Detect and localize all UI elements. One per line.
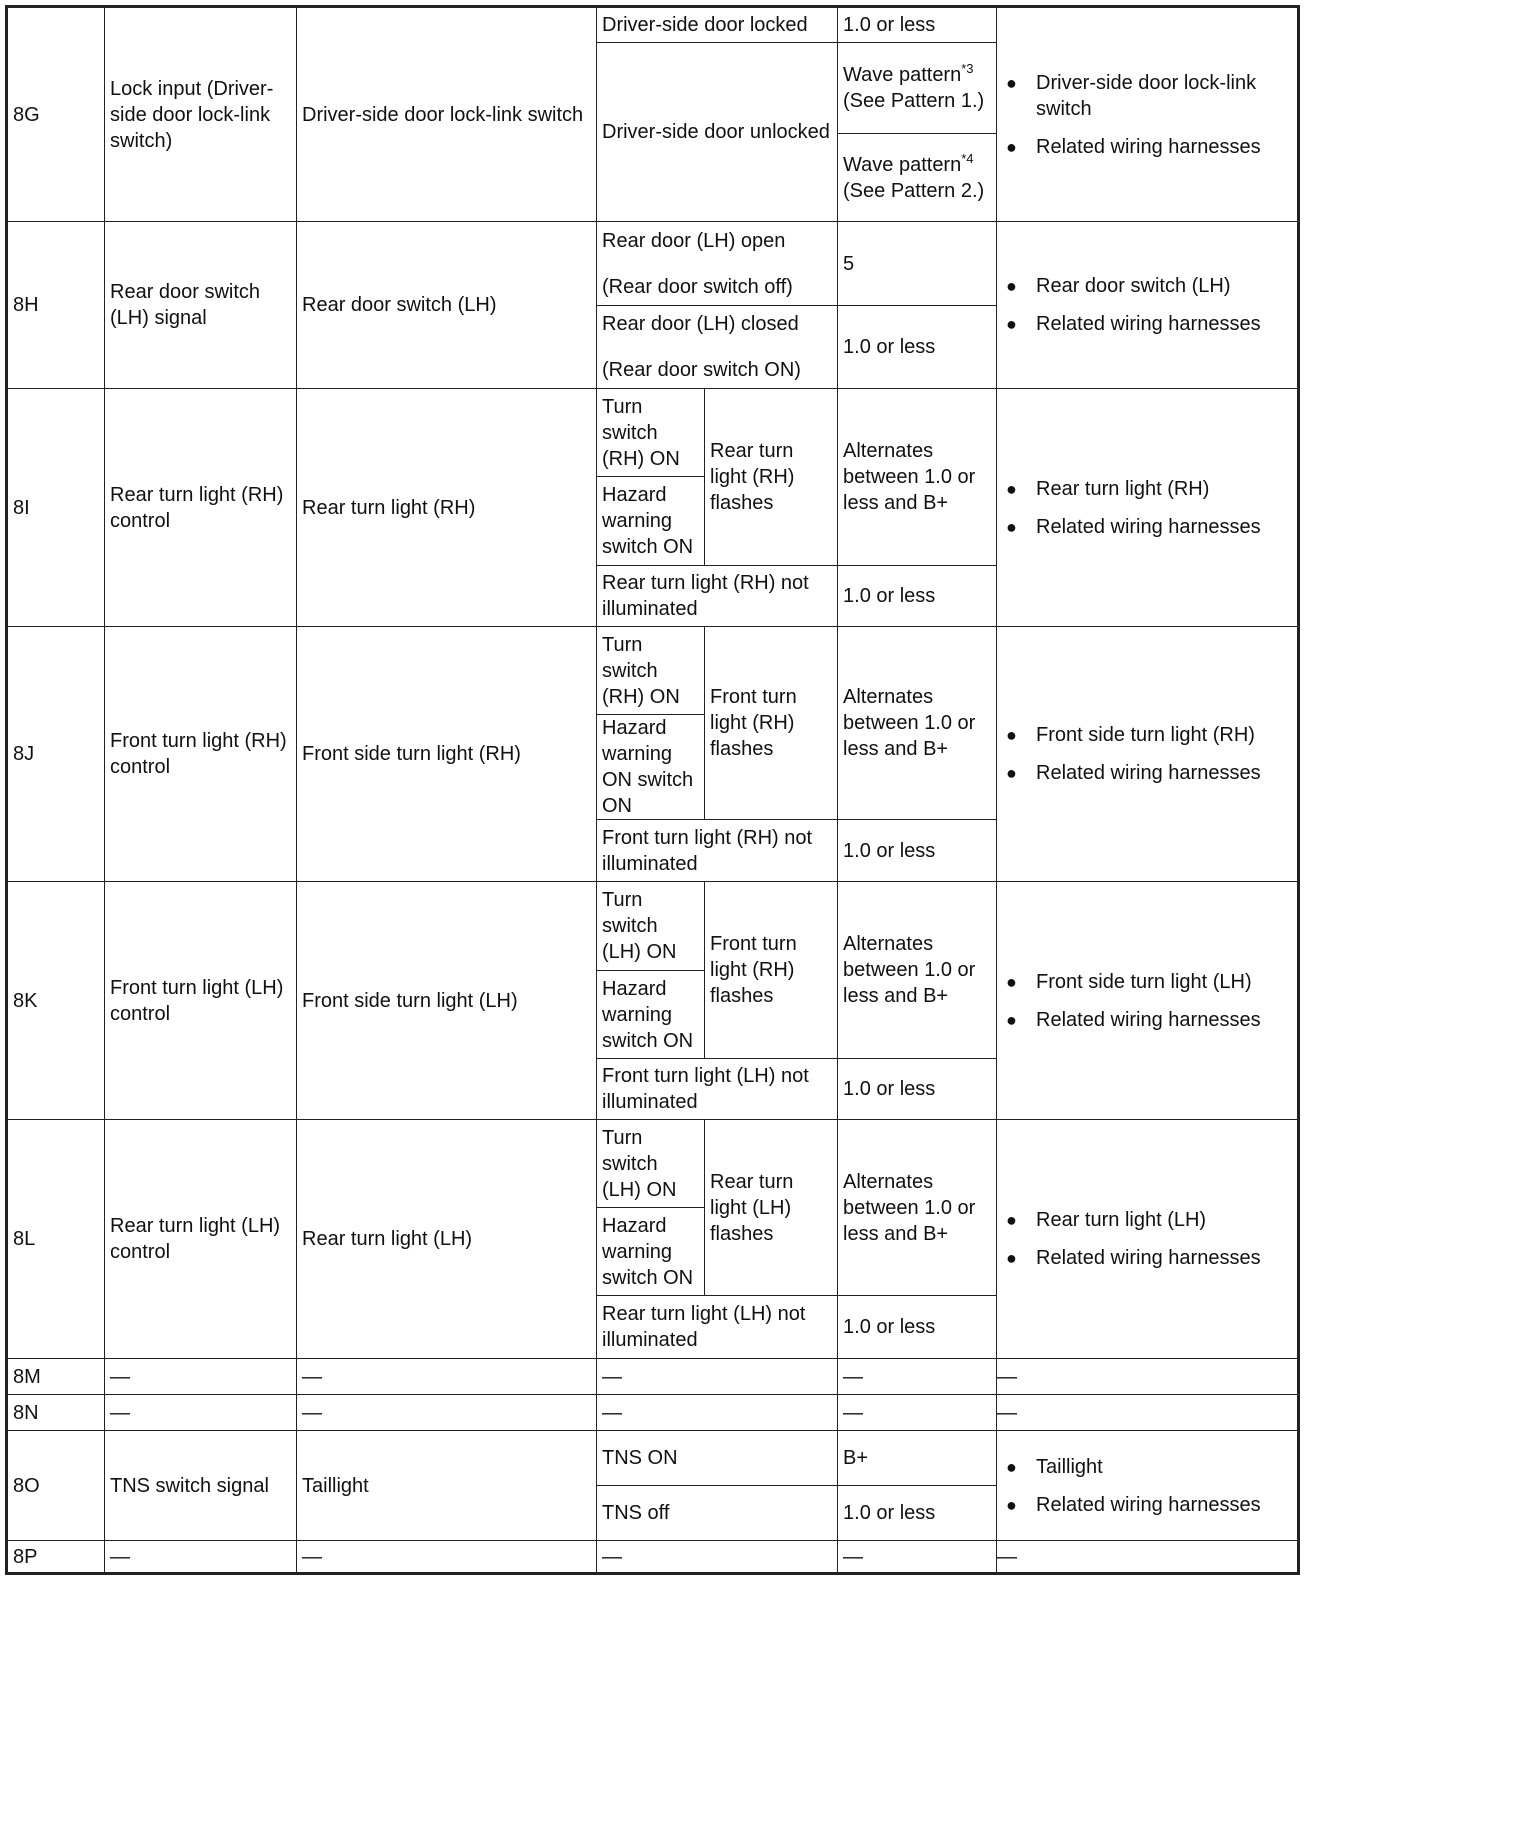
- condition-cell: Driver-side door unlocked: [597, 43, 838, 222]
- dash-cell: —: [105, 1541, 297, 1574]
- table-row-8j: [7, 627, 1299, 715]
- voltage-cell: [838, 43, 997, 134]
- condition-cell: Front turn light (LH) not illuminated: [597, 1059, 838, 1120]
- wave-label: Wave pattern: [843, 153, 962, 176]
- voltage-cell: 1.0 or less: [838, 1059, 997, 1120]
- signal-cell: Rear turn light (LH) control: [105, 1120, 297, 1359]
- light-state-cell: Front turn light (RH) flashes: [705, 882, 838, 1059]
- connected-to-cell: Rear turn light (LH): [297, 1120, 597, 1359]
- connected-to-cell: Driver-side door lock-link switch: [297, 7, 597, 222]
- condition-cell: Rear turn light (RH) not illuminated: [597, 566, 838, 627]
- light-state-cell: Front turn light (RH) flashes: [705, 627, 838, 820]
- cause-item: ● Rear door switch (LH): [1036, 273, 1292, 299]
- voltage-cell: 5: [838, 222, 997, 306]
- voltage-cell: 1.0 or less: [838, 820, 997, 882]
- cause-item: ● Related wiring harnesses: [1036, 311, 1292, 337]
- condition-cell: Driver-side door locked: [597, 7, 838, 43]
- table-row-8m: [7, 1359, 1299, 1395]
- table-row-8l: [7, 1120, 1299, 1208]
- cause-list: [1002, 476, 1292, 540]
- voltage-cell: 1.0 or less: [838, 566, 997, 627]
- dash-cell: —: [597, 1541, 838, 1574]
- condition-cell: TNS ON: [597, 1431, 838, 1486]
- terminal-cell: 8I: [7, 389, 105, 627]
- possible-cause-cell: [997, 882, 1299, 1120]
- switch-condition-cell: Hazard warning ON switch ON: [597, 715, 705, 820]
- cause-item: ● Related wiring harnesses: [1036, 760, 1292, 786]
- table-row-8n: [7, 1395, 1299, 1431]
- switch-condition-cell: Hazard warning switch ON: [597, 971, 705, 1059]
- pattern-reference: (See Pattern 1.): [843, 90, 985, 112]
- voltage-cell: 1.0 or less: [838, 1296, 997, 1359]
- connected-to-cell: Front side turn light (RH): [297, 627, 597, 882]
- possible-cause-cell: [997, 222, 1299, 389]
- table-row-8g: [7, 7, 1299, 43]
- cause-item: ● Rear turn light (LH): [1036, 1207, 1292, 1233]
- condition-cell: Rear turn light (LH) not illuminated: [597, 1296, 838, 1359]
- dash-cell: —: [838, 1359, 997, 1395]
- cause-item: ● Rear turn light (RH): [1036, 476, 1292, 502]
- dash-cell: —: [838, 1395, 997, 1431]
- table-row-8o: [7, 1431, 1299, 1486]
- condition-line: Rear door (LH) closed: [602, 313, 799, 335]
- cause-item: ● Related wiring harnesses: [1036, 1492, 1292, 1518]
- cause-item: ● Related wiring harnesses: [1036, 1245, 1292, 1271]
- table-row-8p: [7, 1541, 1299, 1574]
- voltage-cell: 1.0 or less: [838, 306, 997, 389]
- condition-line: Rear door (LH) open: [602, 229, 786, 252]
- dash-cell: —: [997, 1359, 1299, 1395]
- possible-cause-cell: [997, 1431, 1299, 1541]
- cause-item: ● Related wiring harnesses: [1036, 134, 1292, 160]
- terminal-cell: 8K: [7, 882, 105, 1120]
- dash-cell: —: [597, 1359, 838, 1395]
- dash-cell: —: [105, 1395, 297, 1431]
- cause-list: [1002, 969, 1292, 1033]
- condition-cell: [597, 222, 838, 306]
- dash-cell: —: [105, 1359, 297, 1395]
- cause-list: [1002, 273, 1292, 337]
- terminal-cell: 8P: [7, 1541, 105, 1574]
- terminal-cell: 8L: [7, 1120, 105, 1359]
- signal-cell: Front turn light (RH) control: [105, 627, 297, 882]
- switch-condition-cell: Hazard warning switch ON: [597, 477, 705, 566]
- dash-cell: —: [597, 1395, 838, 1431]
- connected-to-cell: Rear turn light (RH): [297, 389, 597, 627]
- voltage-cell: [838, 134, 997, 222]
- voltage-cell: Alternates between 1.0 or less and B+: [838, 389, 997, 566]
- switch-condition-cell: Turn switch (LH) ON: [597, 1120, 705, 1208]
- terminal-cell: 8N: [7, 1395, 105, 1431]
- cause-item: ● Front side turn light (RH): [1036, 722, 1292, 748]
- terminal-cell: 8M: [7, 1359, 105, 1395]
- dash-cell: —: [297, 1541, 597, 1574]
- cause-item: ● Related wiring harnesses: [1036, 1007, 1292, 1033]
- connected-to-cell: Taillight: [297, 1431, 597, 1541]
- connected-to-cell: Rear door switch (LH): [297, 222, 597, 389]
- wave-label: Wave pattern: [843, 64, 962, 86]
- light-state-cell: Rear turn light (LH) flashes: [705, 1120, 838, 1296]
- cause-item: ● Related wiring harnesses: [1036, 514, 1292, 540]
- signal-cell: Lock input (Driver-side door lock-link switch): [105, 7, 297, 222]
- terminal-cell: 8O: [7, 1431, 105, 1541]
- terminal-cell: 8J: [7, 627, 105, 882]
- switch-condition-cell: Turn switch (RH) ON: [597, 389, 705, 477]
- signal-cell: Front turn light (LH) control: [105, 882, 297, 1120]
- table-row-8h: [7, 222, 1299, 306]
- condition-cell: TNS off: [597, 1486, 838, 1541]
- voltage-cell: 1.0 or less: [838, 1486, 997, 1541]
- signal-cell: Rear door switch (LH) signal: [105, 222, 297, 389]
- terminal-cell: 8G: [7, 7, 105, 222]
- footnote-mark: *3: [961, 61, 974, 76]
- cause-item: ● Front side turn light (LH): [1036, 969, 1292, 995]
- light-state-cell: Rear turn light (RH) flashes: [705, 389, 838, 566]
- cause-list: [1002, 722, 1292, 786]
- possible-cause-cell: [997, 1120, 1299, 1359]
- cause-item: ● Driver-side door lock-link switch: [1036, 70, 1292, 122]
- signal-cell: TNS switch signal: [105, 1431, 297, 1541]
- signal-cell: Rear turn light (RH) control: [105, 389, 297, 627]
- connected-to-cell: Front side turn light (LH): [297, 882, 597, 1120]
- condition-line: (Rear door switch off): [602, 275, 793, 298]
- dash-cell: —: [997, 1541, 1299, 1574]
- voltage-cell: Alternates between 1.0 or less and B+: [838, 1120, 997, 1296]
- dash-cell: —: [297, 1359, 597, 1395]
- switch-condition-cell: Turn switch (RH) ON: [597, 627, 705, 715]
- condition-cell: [597, 306, 838, 389]
- condition-cell: Front turn light (RH) not illuminated: [597, 820, 838, 882]
- voltage-cell: Alternates between 1.0 or less and B+: [838, 882, 997, 1059]
- condition-line: (Rear door switch ON): [602, 359, 801, 381]
- cause-list: [1002, 70, 1292, 160]
- table-row-8i: [7, 389, 1299, 477]
- pattern-reference: (See Pattern 2.): [843, 179, 985, 202]
- cause-list: [1002, 1454, 1292, 1518]
- cause-list: [1002, 1207, 1292, 1271]
- possible-cause-cell: [997, 389, 1299, 627]
- terminal-cell: 8H: [7, 222, 105, 389]
- voltage-cell: B+: [838, 1431, 997, 1486]
- dash-cell: —: [997, 1395, 1299, 1431]
- voltage-cell: 1.0 or less: [838, 7, 997, 43]
- table-row-8k: [7, 882, 1299, 971]
- switch-condition-cell: Turn switch (LH) ON: [597, 882, 705, 971]
- dash-cell: —: [838, 1541, 997, 1574]
- switch-condition-cell: Hazard warning switch ON: [597, 1208, 705, 1296]
- footnote-mark: *4: [961, 150, 974, 166]
- voltage-cell: Alternates between 1.0 or less and B+: [838, 627, 997, 820]
- dash-cell: —: [297, 1395, 597, 1431]
- terminal-voltage-table: [5, 5, 1300, 1575]
- possible-cause-cell: [997, 7, 1299, 222]
- cause-item: ● Taillight: [1036, 1454, 1292, 1480]
- terminal-table: [5, 5, 1300, 1575]
- possible-cause-cell: [997, 627, 1299, 882]
